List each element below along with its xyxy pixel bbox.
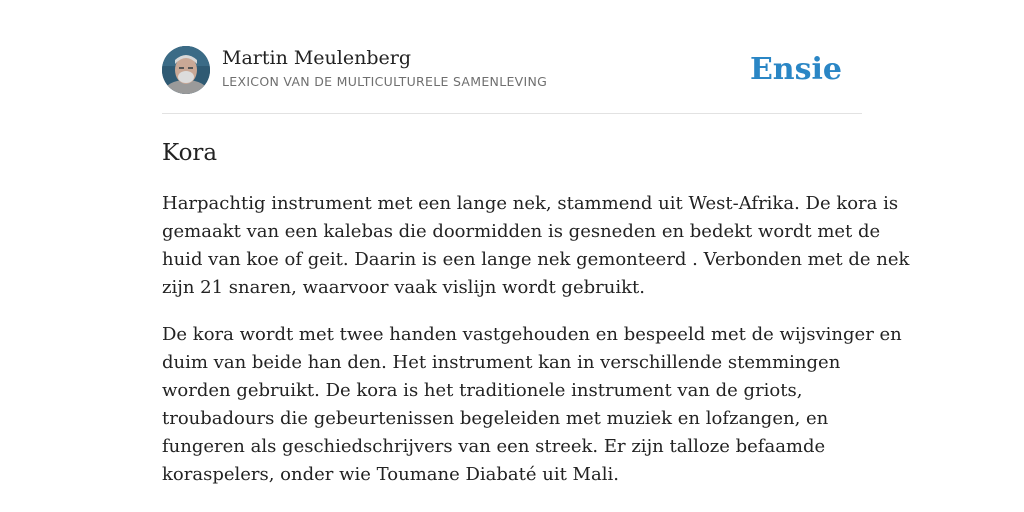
article-title: Kora [162,140,218,166]
paragraph-line: troubadours die gebeurtenissen begeleiden met muziek en lofzangen, en [162,408,829,429]
paragraph-line: fungeren als geschiedschrijvers van een streek. Er zijn talloze befaamde [162,436,826,457]
paragraph-line: De kora wordt met twee handen vastgehouden en bespeeld met de wijsvinger en [162,324,902,345]
paragraph-line: Harpachtig instrument met een lange nek, stammend uit West-Afrika. De kora is [162,193,899,214]
author-name[interactable]: Martin Meulenberg [222,47,411,69]
source-name[interactable]: LEXICON VAN DE MULTICULTURELE SAMENLEVING [222,74,548,89]
article-body [162,190,910,508]
avatar-portrait-icon [162,46,210,94]
brand-logo[interactable]: Ensie [749,52,842,87]
paragraph-line: zijn 21 snaren, waarvoor vaak vislijn wordt gebruikt. [162,277,645,298]
header-divider [162,113,862,114]
paragraph [162,190,910,302]
paragraph-line: koraspelers, onder wie Toumane Diabaté uit Mali. [162,464,619,485]
paragraph-line: duim van beide han den. Het instrument kan in verschillende stemmingen [162,352,841,373]
paragraph-line: huid van koe of geit. Daarin is een lange nek gemonteerd . Verbonden met de nek [162,249,910,270]
paragraph-line: gemaakt van een kalebas die doormidden is gesneden en bedekt wordt met de [162,221,881,242]
paragraph [162,321,902,489]
paragraph-line: worden gebruikt. De kora is het traditionele instrument van de griots, [162,380,803,401]
avatar[interactable] [162,46,210,94]
header [162,46,862,96]
